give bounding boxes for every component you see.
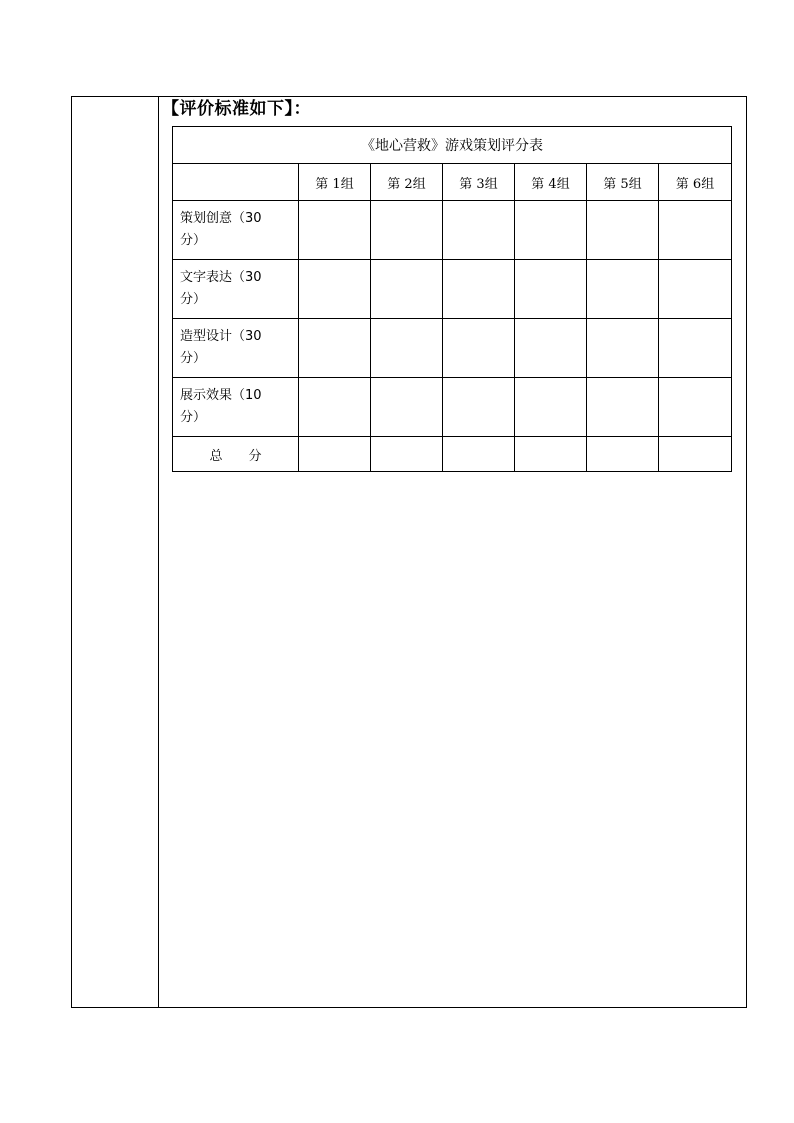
score-cell[interactable] bbox=[515, 319, 587, 378]
score-cell[interactable] bbox=[443, 319, 515, 378]
criterion-label bbox=[173, 378, 299, 437]
score-table bbox=[172, 126, 732, 472]
criterion-label bbox=[173, 201, 299, 260]
score-cell[interactable] bbox=[299, 319, 371, 378]
score-cell[interactable] bbox=[659, 319, 732, 378]
score-cell[interactable] bbox=[371, 201, 443, 260]
score-cell[interactable] bbox=[515, 201, 587, 260]
total-cell[interactable] bbox=[587, 437, 659, 472]
score-cell[interactable] bbox=[587, 201, 659, 260]
score-cell[interactable] bbox=[299, 378, 371, 437]
total-cell[interactable] bbox=[515, 437, 587, 472]
score-cell[interactable] bbox=[299, 201, 371, 260]
score-cell[interactable] bbox=[371, 260, 443, 319]
total-cell[interactable] bbox=[443, 437, 515, 472]
score-cell[interactable] bbox=[587, 319, 659, 378]
group-header: 第 1组 bbox=[299, 164, 371, 201]
section-heading: 【评价标准如下】： bbox=[162, 99, 311, 119]
group-header: 第 6组 bbox=[659, 164, 732, 201]
criterion-label bbox=[173, 260, 299, 319]
score-cell[interactable] bbox=[443, 260, 515, 319]
criterion-text: 造型设计（30分） bbox=[180, 329, 262, 366]
group-header: 第 5组 bbox=[587, 164, 659, 201]
score-cell[interactable] bbox=[515, 260, 587, 319]
column-divider bbox=[158, 97, 159, 1007]
total-cell[interactable] bbox=[371, 437, 443, 472]
score-cell[interactable] bbox=[587, 378, 659, 437]
criterion-text: 展示效果（10分） bbox=[180, 388, 262, 425]
score-cell[interactable] bbox=[299, 260, 371, 319]
score-cell[interactable] bbox=[443, 378, 515, 437]
table-header-row bbox=[173, 164, 732, 201]
group-header: 第 4组 bbox=[515, 164, 587, 201]
total-cell[interactable] bbox=[299, 437, 371, 472]
criterion-text: 文字表达（30分） bbox=[180, 270, 262, 307]
header-corner bbox=[173, 164, 299, 201]
score-cell[interactable] bbox=[659, 378, 732, 437]
table-row bbox=[173, 201, 732, 260]
criterion-label bbox=[173, 319, 299, 378]
table-row bbox=[173, 378, 732, 437]
score-cell[interactable] bbox=[659, 201, 732, 260]
criterion-text: 策划创意（30分） bbox=[180, 211, 262, 248]
table-title: 《地心营救》游戏策划评分表 bbox=[173, 127, 732, 164]
score-cell[interactable] bbox=[371, 378, 443, 437]
score-cell[interactable] bbox=[515, 378, 587, 437]
total-label: 总 分 bbox=[173, 437, 299, 472]
table-title-row bbox=[173, 127, 732, 164]
score-cell[interactable] bbox=[659, 260, 732, 319]
group-header: 第 3组 bbox=[443, 164, 515, 201]
total-row bbox=[173, 437, 732, 472]
score-cell[interactable] bbox=[587, 260, 659, 319]
score-cell[interactable] bbox=[443, 201, 515, 260]
score-cell[interactable] bbox=[371, 319, 443, 378]
table-row bbox=[173, 260, 732, 319]
table-row bbox=[173, 319, 732, 378]
group-header: 第 2组 bbox=[371, 164, 443, 201]
total-cell[interactable] bbox=[659, 437, 732, 472]
